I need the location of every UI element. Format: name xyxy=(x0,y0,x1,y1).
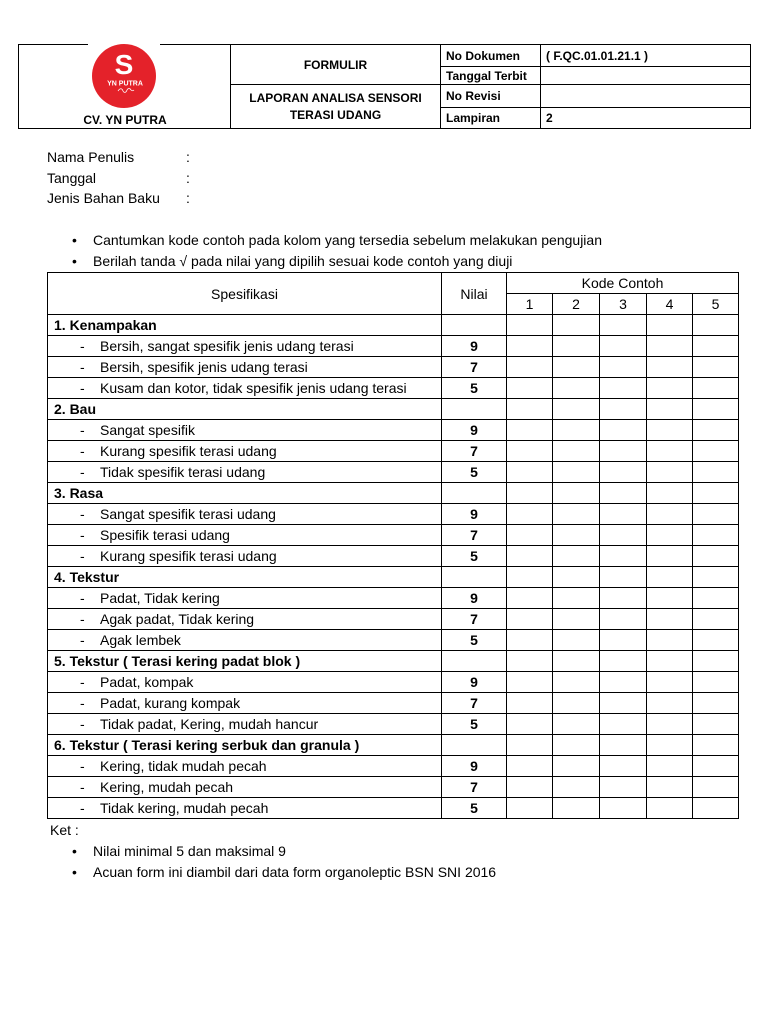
field-label: Nama Penulis xyxy=(47,149,135,165)
item-kode-1-cell xyxy=(507,630,553,651)
item-kode-1-cell xyxy=(507,525,553,546)
section-nilai-cell xyxy=(442,483,507,504)
field-tanggal xyxy=(47,168,267,188)
spec-item xyxy=(48,714,442,735)
form-type: FORMULIR xyxy=(303,57,368,72)
field-jenis-bahan-baku xyxy=(47,188,267,208)
section-kode-5-cell xyxy=(693,315,739,336)
spec-item xyxy=(48,420,442,441)
section-kode-3-cell xyxy=(600,399,647,420)
item-kode-5-cell xyxy=(693,504,739,525)
meta-value-lampiran xyxy=(540,107,751,129)
bullet-icon: • xyxy=(72,232,77,248)
item-dash: - xyxy=(80,527,85,543)
bullet-icon: • xyxy=(72,864,77,880)
item-kode-2-cell xyxy=(553,693,600,714)
item-kode-1-cell xyxy=(507,777,553,798)
item-dash: - xyxy=(80,758,85,774)
item-kode-3-cell xyxy=(600,798,647,819)
item-kode-3-cell xyxy=(600,462,647,483)
spec-item xyxy=(48,588,442,609)
item-kode-4-cell xyxy=(647,357,693,378)
item-kode-5-cell xyxy=(693,588,739,609)
item-kode-1-cell xyxy=(507,336,553,357)
item-kode-1-cell xyxy=(507,441,553,462)
section-title: 1. Kenampakan xyxy=(48,315,442,336)
section-kode-4-cell xyxy=(647,483,693,504)
item-kode-4-cell xyxy=(647,714,693,735)
spec-item xyxy=(48,672,442,693)
spec-item xyxy=(48,756,442,777)
item-kode-3-cell xyxy=(600,693,647,714)
item-kode-5-cell xyxy=(693,378,739,399)
field-label: Tanggal xyxy=(47,170,97,186)
item-dash: - xyxy=(80,632,85,648)
bullet-icon: • xyxy=(72,253,77,269)
spec-item xyxy=(48,441,442,462)
item-kode-5-cell xyxy=(693,441,739,462)
company-logo xyxy=(88,40,160,112)
item-kode-2-cell xyxy=(553,714,600,735)
item-kode-3-cell xyxy=(600,714,647,735)
spec-item xyxy=(48,462,442,483)
note-item xyxy=(72,841,286,861)
item-kode-3-cell xyxy=(600,588,647,609)
spec-item-text: Kering, tidak mudah pecah xyxy=(100,758,267,774)
item-dash: - xyxy=(80,443,85,459)
item-kode-4-cell xyxy=(647,336,693,357)
form-title-cell xyxy=(230,84,441,129)
nilai-value: 9 xyxy=(442,756,507,777)
item-kode-5-cell xyxy=(693,420,739,441)
nilai-value: 9 xyxy=(442,504,507,525)
form-title-line-2: TERASI UDANG xyxy=(289,107,382,122)
nilai-value: 9 xyxy=(442,336,507,357)
item-kode-2-cell xyxy=(553,609,600,630)
section-nilai-cell xyxy=(442,651,507,672)
meta-label-lampiran xyxy=(440,107,541,129)
spec-item-text: Bersih, spesifik jenis udang terasi xyxy=(100,359,308,375)
item-kode-3-cell xyxy=(600,378,647,399)
item-kode-5-cell xyxy=(693,672,739,693)
section-kode-3-cell xyxy=(600,735,647,756)
item-kode-2-cell xyxy=(553,672,600,693)
nilai-value: 5 xyxy=(442,798,507,819)
item-kode-1-cell xyxy=(507,672,553,693)
nilai-value: 7 xyxy=(442,525,507,546)
item-kode-3-cell xyxy=(600,672,647,693)
section-kode-5-cell xyxy=(693,567,739,588)
item-dash: - xyxy=(80,674,85,690)
item-kode-1-cell xyxy=(507,546,553,567)
item-dash: - xyxy=(80,695,85,711)
spec-item-text: Tidak padat, Kering, mudah hancur xyxy=(100,716,319,732)
spec-item-text: Tidak spesifik terasi udang xyxy=(100,464,266,480)
item-kode-1-cell xyxy=(507,504,553,525)
bullet-icon: • xyxy=(72,843,77,859)
item-kode-5-cell xyxy=(693,546,739,567)
item-kode-1-cell xyxy=(507,693,553,714)
item-kode-2-cell xyxy=(553,798,600,819)
section-kode-5-cell xyxy=(693,483,739,504)
item-kode-4-cell xyxy=(647,630,693,651)
item-dash: - xyxy=(80,422,85,438)
section-kode-3-cell xyxy=(600,483,647,504)
section-title: 3. Rasa xyxy=(48,483,442,504)
item-kode-4-cell xyxy=(647,378,693,399)
spec-item-text: Tidak kering, mudah pecah xyxy=(100,800,269,816)
kode-1-header: 1 xyxy=(507,294,553,315)
nilai-value: 9 xyxy=(442,672,507,693)
item-kode-3-cell xyxy=(600,756,647,777)
spec-item-text: Kering, mudah pecah xyxy=(100,779,234,795)
item-kode-2-cell xyxy=(553,588,600,609)
spec-item-text: Kurang spesifik terasi udang xyxy=(100,443,277,459)
item-dash: - xyxy=(80,380,85,396)
item-kode-4-cell xyxy=(647,693,693,714)
spec-item-text: Kusam dan kotor, tidak spesifik jenis udang terasi xyxy=(100,380,407,396)
item-kode-5-cell xyxy=(693,756,739,777)
item-kode-1-cell xyxy=(507,378,553,399)
spec-item xyxy=(48,378,442,399)
item-kode-2-cell xyxy=(553,504,600,525)
company-name: CV. YN PUTRA xyxy=(83,113,167,127)
item-kode-2-cell xyxy=(553,336,600,357)
item-kode-2-cell xyxy=(553,420,600,441)
spec-item xyxy=(48,630,442,651)
section-kode-2-cell xyxy=(553,315,600,336)
section-kode-4-cell xyxy=(647,315,693,336)
nilai-value: 5 xyxy=(442,462,507,483)
meta-label-text: No Revisi xyxy=(446,89,501,103)
spec-item-text: Sangat spesifik xyxy=(100,422,195,438)
meta-label-no-revisi xyxy=(440,84,541,108)
item-dash: - xyxy=(80,506,85,522)
section-kode-2-cell xyxy=(553,483,600,504)
item-kode-5-cell xyxy=(693,777,739,798)
item-kode-3-cell xyxy=(600,336,647,357)
meta-label-no-dokumen xyxy=(440,44,541,67)
section-kode-2-cell xyxy=(553,651,600,672)
section-nilai-cell xyxy=(442,399,507,420)
field-label: Jenis Bahan Baku xyxy=(47,190,160,206)
section-title: 6. Tekstur ( Terasi kering serbuk dan granula ) xyxy=(48,735,442,756)
kode-3-header: 3 xyxy=(600,294,647,315)
item-kode-1-cell xyxy=(507,756,553,777)
spec-item-text: Agak lembek xyxy=(100,632,181,648)
document-header xyxy=(18,44,751,129)
item-kode-5-cell xyxy=(693,630,739,651)
spec-item-text: Kurang spesifik terasi udang xyxy=(100,548,277,564)
logo-mark: S xyxy=(114,49,134,80)
instruction-text: Berilah tanda √ pada nilai yang dipilih sesuai kode contoh yang diuji xyxy=(93,253,513,269)
item-kode-5-cell xyxy=(693,609,739,630)
instruction-item xyxy=(72,230,602,250)
section-kode-5-cell xyxy=(693,735,739,756)
item-kode-2-cell xyxy=(553,357,600,378)
item-kode-4-cell xyxy=(647,609,693,630)
notes-list xyxy=(72,841,672,883)
item-kode-3-cell xyxy=(600,420,647,441)
item-kode-3-cell xyxy=(600,777,647,798)
section-title: 5. Tekstur ( Terasi kering padat blok ) xyxy=(48,651,442,672)
item-kode-5-cell xyxy=(693,525,739,546)
form-type-cell xyxy=(230,44,441,85)
form-title-line-1: LAPORAN ANALISA SENSORI xyxy=(249,90,422,105)
meta-value-no-revisi xyxy=(540,84,751,108)
nilai-value: 5 xyxy=(442,714,507,735)
nilai-value: 5 xyxy=(442,378,507,399)
item-kode-1-cell xyxy=(507,798,553,819)
instruction-item xyxy=(72,251,512,271)
section-kode-1-cell xyxy=(507,399,553,420)
section-kode-1-cell xyxy=(507,483,553,504)
note-text: Acuan form ini diambil dari data form organoleptic BSN SNI 2016 xyxy=(93,864,497,880)
section-kode-4-cell xyxy=(647,567,693,588)
section-nilai-cell xyxy=(442,735,507,756)
item-kode-4-cell xyxy=(647,420,693,441)
instruction-text: Cantumkan kode contoh pada kolom yang tersedia sebelum melakukan pengujian xyxy=(93,232,602,248)
spec-item xyxy=(48,777,442,798)
meta-value-text: 2 xyxy=(546,111,553,125)
sensory-score-table xyxy=(47,272,739,819)
item-kode-2-cell xyxy=(553,756,600,777)
item-kode-4-cell xyxy=(647,672,693,693)
nilai-value: 7 xyxy=(442,609,507,630)
spec-item-text: Padat, Tidak kering xyxy=(100,590,220,606)
section-kode-3-cell xyxy=(600,567,647,588)
item-kode-3-cell xyxy=(600,525,647,546)
item-dash: - xyxy=(80,464,85,480)
section-nilai-cell xyxy=(442,315,507,336)
item-kode-4-cell xyxy=(647,462,693,483)
meta-value-tanggal-terbit xyxy=(540,66,751,85)
meta-label-text: Lampiran xyxy=(446,111,501,125)
spesifikasi-header: Spesifikasi xyxy=(48,273,442,315)
item-kode-3-cell xyxy=(600,609,647,630)
section-kode-5-cell xyxy=(693,651,739,672)
note-item xyxy=(72,862,496,882)
item-kode-1-cell xyxy=(507,420,553,441)
instruction-list xyxy=(72,230,672,272)
item-kode-1-cell xyxy=(507,462,553,483)
item-kode-2-cell xyxy=(553,630,600,651)
section-kode-4-cell xyxy=(647,735,693,756)
spec-item-text: Agak padat, Tidak kering xyxy=(100,611,255,627)
item-kode-5-cell xyxy=(693,693,739,714)
item-kode-4-cell xyxy=(647,588,693,609)
spec-item-text: Padat, kurang kompak xyxy=(100,695,241,711)
section-kode-1-cell xyxy=(507,735,553,756)
spec-item xyxy=(48,525,442,546)
item-dash: - xyxy=(80,716,85,732)
notes-label: Ket : xyxy=(50,822,79,838)
item-dash: - xyxy=(80,779,85,795)
item-dash: - xyxy=(80,590,85,606)
meta-label-tanggal-terbit xyxy=(440,66,541,85)
item-kode-4-cell xyxy=(647,798,693,819)
spec-item xyxy=(48,693,442,714)
spec-item-text: Padat, kompak xyxy=(100,674,194,690)
section-kode-2-cell xyxy=(553,735,600,756)
section-kode-4-cell xyxy=(647,399,693,420)
spec-item xyxy=(48,609,442,630)
nilai-value: 7 xyxy=(442,693,507,714)
nilai-value: 7 xyxy=(442,777,507,798)
field-separator: : xyxy=(186,170,190,186)
nilai-value: 9 xyxy=(442,420,507,441)
spec-item xyxy=(48,504,442,525)
section-kode-1-cell xyxy=(507,315,553,336)
item-kode-1-cell xyxy=(507,357,553,378)
item-kode-5-cell xyxy=(693,336,739,357)
spec-item-text: Spesifik terasi udang xyxy=(100,527,230,543)
meta-value-text: ( F.QC.01.01.21.1 ) xyxy=(546,48,649,63)
meta-value-no-dokumen xyxy=(540,44,751,67)
item-kode-4-cell xyxy=(647,525,693,546)
kode-4-header: 4 xyxy=(647,294,693,315)
item-kode-2-cell xyxy=(553,525,600,546)
section-kode-4-cell xyxy=(647,651,693,672)
nilai-value: 7 xyxy=(442,441,507,462)
item-kode-3-cell xyxy=(600,441,647,462)
kode-2-header: 2 xyxy=(553,294,600,315)
item-kode-2-cell xyxy=(553,546,600,567)
item-dash: - xyxy=(80,800,85,816)
item-kode-4-cell xyxy=(647,504,693,525)
spec-item xyxy=(48,546,442,567)
item-kode-2-cell xyxy=(553,378,600,399)
item-dash: - xyxy=(80,548,85,564)
item-kode-1-cell xyxy=(507,609,553,630)
info-fields xyxy=(47,147,267,209)
meta-label-text: Tanggal Terbit xyxy=(446,68,527,83)
field-separator: : xyxy=(186,149,190,165)
item-kode-4-cell xyxy=(647,441,693,462)
nilai-value: 5 xyxy=(442,546,507,567)
item-kode-2-cell xyxy=(553,462,600,483)
item-kode-3-cell xyxy=(600,630,647,651)
section-kode-2-cell xyxy=(553,399,600,420)
section-kode-3-cell xyxy=(600,651,647,672)
spec-item-text: Bersih, sangat spesifik jenis udang terasi xyxy=(100,338,354,354)
logo-brand-text: YN PUTRA xyxy=(107,80,143,88)
spec-item xyxy=(48,798,442,819)
spec-item-text: Sangat spesifik terasi udang xyxy=(100,506,276,522)
item-kode-3-cell xyxy=(600,504,647,525)
item-kode-4-cell xyxy=(647,777,693,798)
item-kode-1-cell xyxy=(507,714,553,735)
section-kode-1-cell xyxy=(507,651,553,672)
item-kode-5-cell xyxy=(693,462,739,483)
item-kode-4-cell xyxy=(647,546,693,567)
item-dash: - xyxy=(80,359,85,375)
section-title: 2. Bau xyxy=(48,399,442,420)
section-kode-2-cell xyxy=(553,567,600,588)
section-kode-3-cell xyxy=(600,315,647,336)
item-dash: - xyxy=(80,611,85,627)
item-kode-5-cell xyxy=(693,798,739,819)
spec-item xyxy=(48,357,442,378)
kode-5-header: 5 xyxy=(693,294,739,315)
item-kode-2-cell xyxy=(553,441,600,462)
note-text: Nilai minimal 5 dan maksimal 9 xyxy=(93,843,286,859)
item-kode-3-cell xyxy=(600,546,647,567)
nilai-header: Nilai xyxy=(442,273,507,315)
item-dash: - xyxy=(80,338,85,354)
section-kode-5-cell xyxy=(693,399,739,420)
item-kode-2-cell xyxy=(553,777,600,798)
item-kode-4-cell xyxy=(647,756,693,777)
item-kode-5-cell xyxy=(693,357,739,378)
nilai-value: 7 xyxy=(442,357,507,378)
field-separator: : xyxy=(186,190,190,206)
nilai-value: 9 xyxy=(442,588,507,609)
section-kode-1-cell xyxy=(507,567,553,588)
item-kode-3-cell xyxy=(600,357,647,378)
item-kode-5-cell xyxy=(693,714,739,735)
meta-label-text: No Dokumen xyxy=(446,48,521,63)
spec-item xyxy=(48,336,442,357)
section-nilai-cell xyxy=(442,567,507,588)
section-title: 4. Tekstur xyxy=(48,567,442,588)
field-nama-penulis xyxy=(47,147,267,167)
nilai-value: 5 xyxy=(442,630,507,651)
item-kode-1-cell xyxy=(507,588,553,609)
kode-contoh-header: Kode Contoh xyxy=(507,273,739,294)
